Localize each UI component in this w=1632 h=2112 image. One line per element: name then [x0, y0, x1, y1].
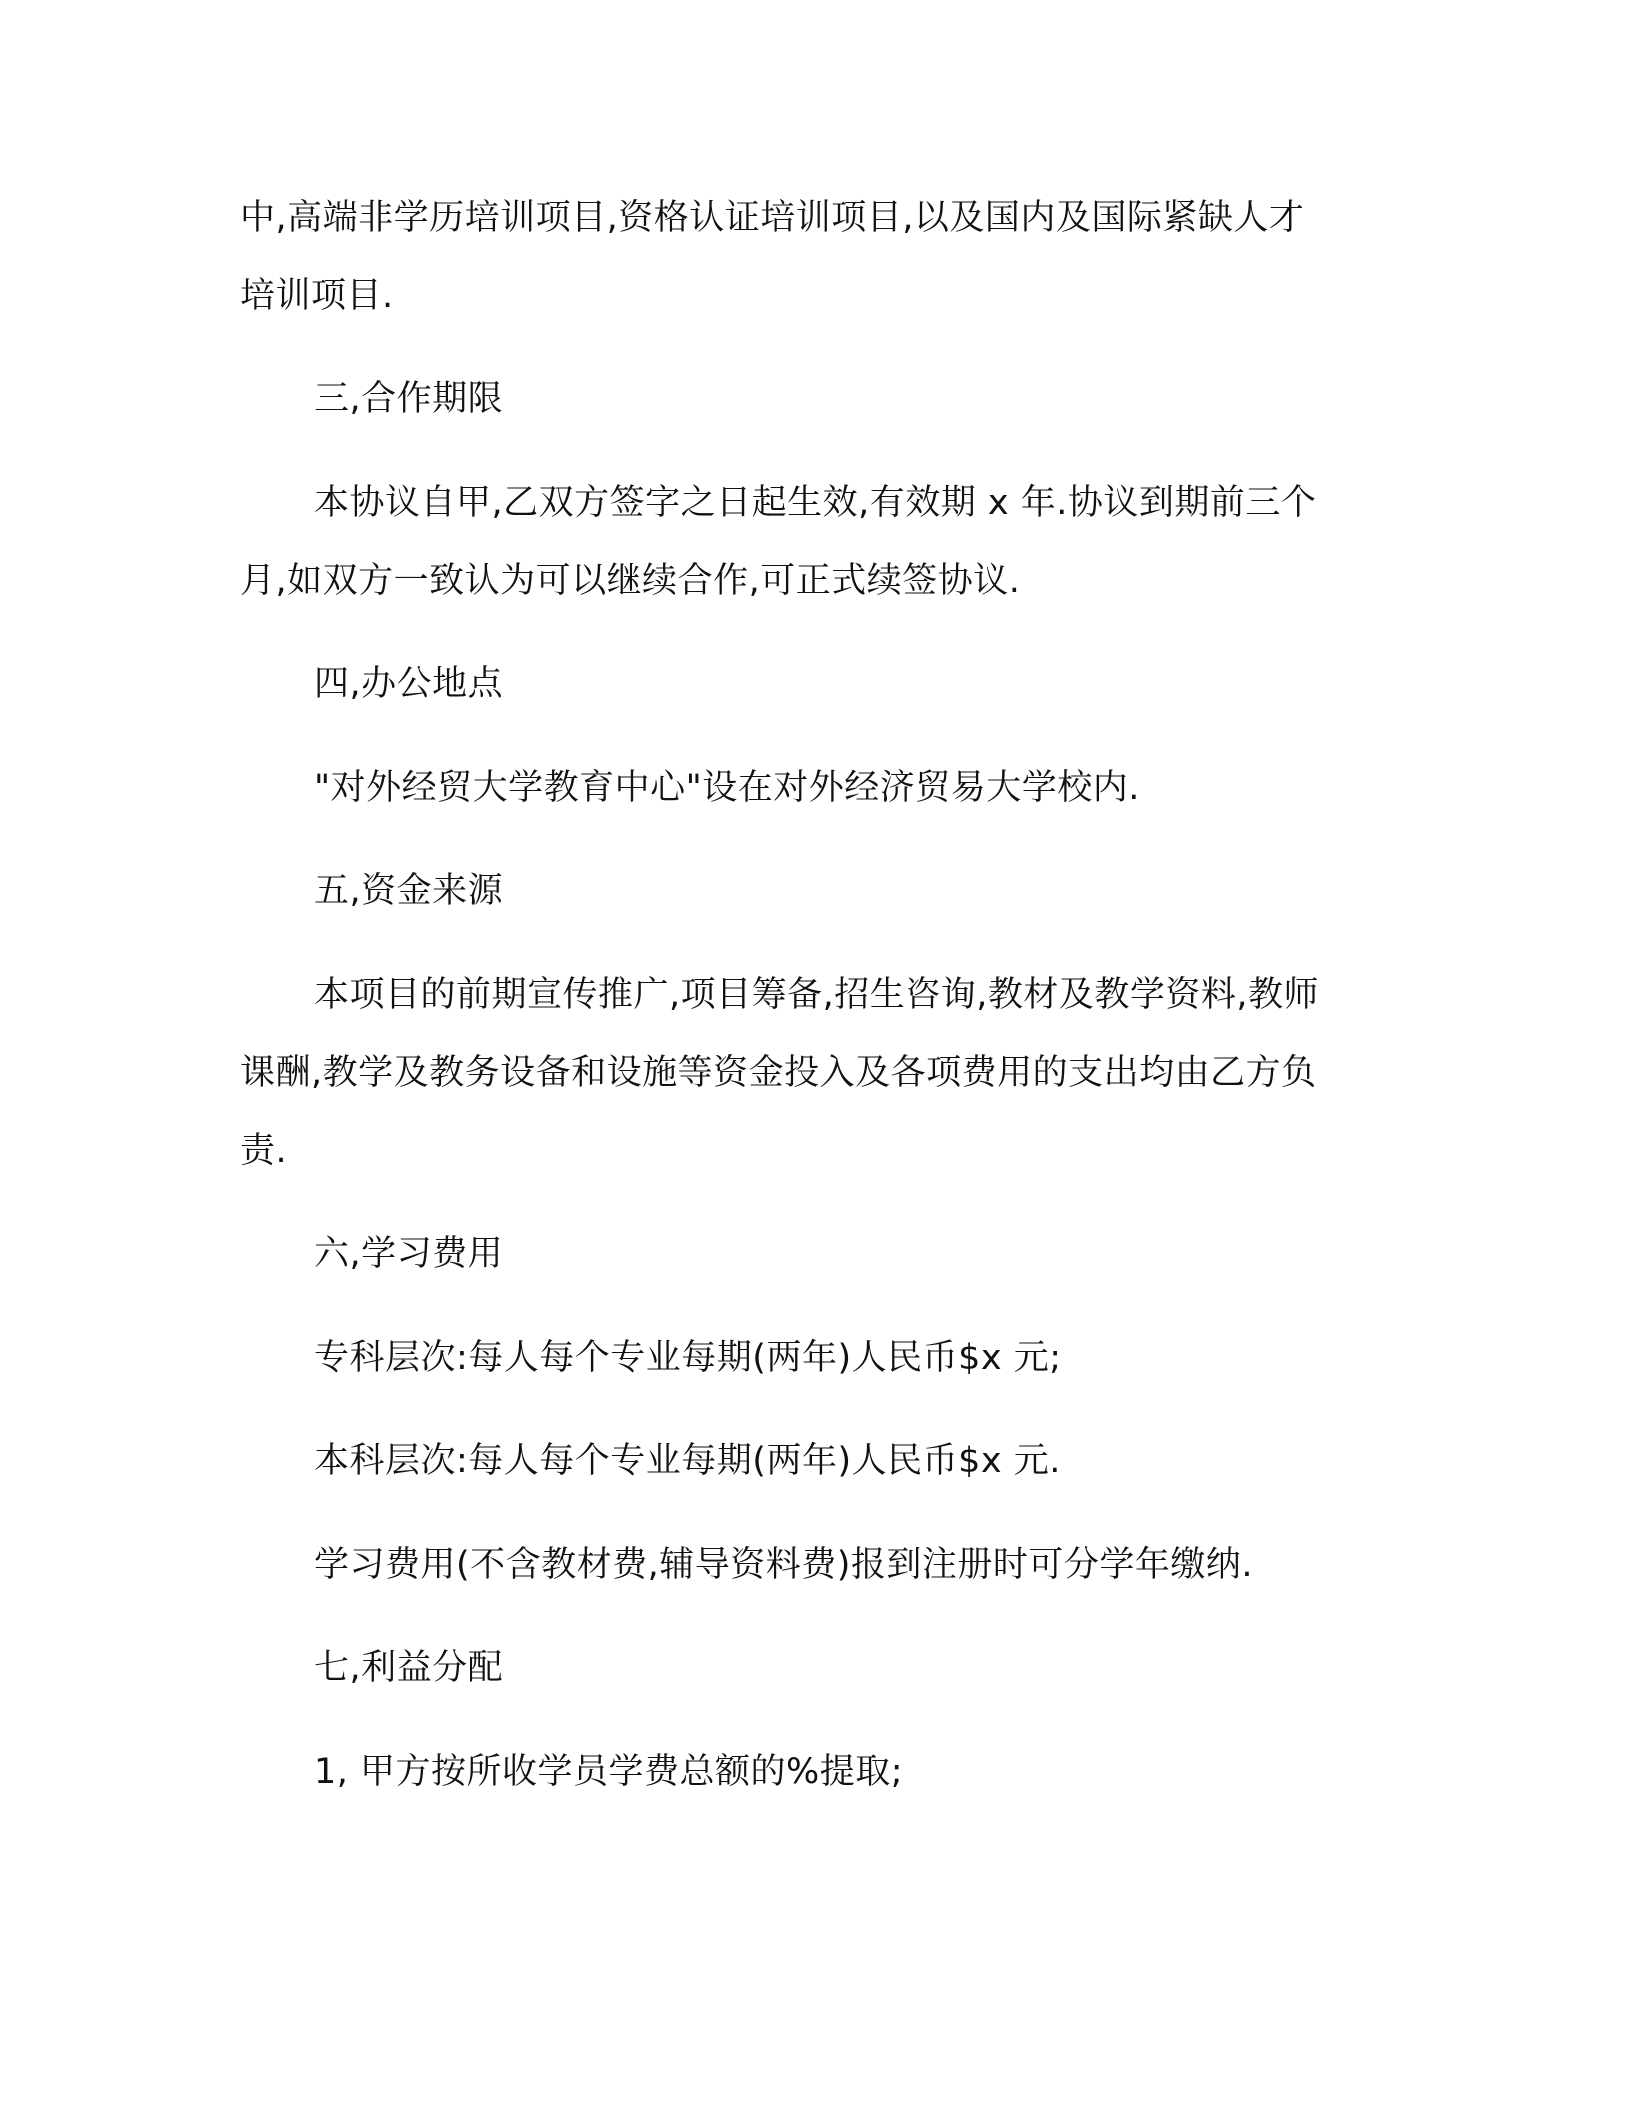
section-heading: 七,利益分配	[314, 1648, 504, 1688]
body-text-line: 本项目的前期宣传推广,项目筹备,招生咨询,教材及教学资料,教师	[314, 975, 1320, 1015]
body-text-line: 专科层次:每人每个专业每期(两年)人民币$x 元;	[314, 1338, 1062, 1378]
body-text-line: 本科层次:每人每个专业每期(两年)人民币$x 元.	[314, 1441, 1061, 1481]
section-heading: 三,合作期限	[314, 379, 504, 419]
body-text-line: 责.	[240, 1131, 288, 1171]
section-heading: 四,办公地点	[314, 664, 504, 704]
body-text-line: 月,如双方一致认为可以继续合作,可正式续签协议.	[240, 561, 1021, 601]
body-text-line: 课酬,教学及教务设备和设施等资金投入及各项费用的支出均由乙方负	[240, 1053, 1317, 1093]
section-heading: 五,资金来源	[314, 871, 504, 911]
body-text-line: "对外经贸大学教育中心"设在对外经济贸易大学校内.	[314, 768, 1140, 808]
section-heading: 六,学习费用	[314, 1234, 504, 1274]
body-text-line: 中,高端非学历培训项目,资格认证培训项目,以及国内及国际紧缺人才	[240, 198, 1305, 238]
body-text-line: 培训项目.	[240, 276, 394, 316]
body-text-line: 学习费用(不含教材费,辅导资料费)报到注册时可分学年缴纳.	[314, 1545, 1254, 1585]
body-text-line: 本协议自甲,乙双方签字之日起生效,有效期 x 年.协议到期前三个	[314, 483, 1317, 523]
body-text-line: 1, 甲方按所收学员学费总额的%提取;	[314, 1752, 904, 1792]
